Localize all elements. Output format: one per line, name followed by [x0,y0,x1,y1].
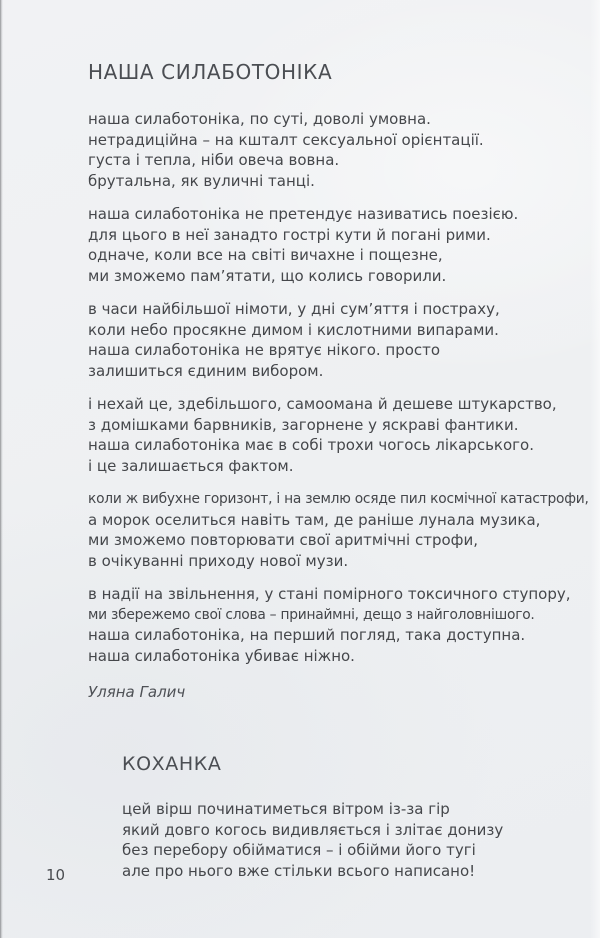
poem-line: а морок оселиться навіть там, де раніше лунала музика, [88,510,541,529]
poem-line: наша силаботоніка, по суті, доволі умовна. [88,110,431,128]
poem-line: ми зможемо пам’ятати, що колись говорили. [88,266,447,285]
stanza-6 [88,584,600,666]
page-number: 10 [46,866,66,884]
scan-left-edge-shadow [0,0,3,938]
poem-line: для цього в неї занадто гострі кути й погані рими. [88,225,491,244]
poem-line: одначе, коли все на світі вичахне і пощезне, [88,246,443,264]
poem-line: наша силаботоніка, на перший погляд, така доступна. [88,626,526,644]
poem-line: коли ж вибухне горизонт, і на землю осяде пил космічної катастрофи, [88,491,589,507]
poem-line: в часи найбільшої німоти, у дні сум’яття і постраху, [88,300,500,318]
poem-line: наша силаботоніка не врятує нікого. просто [88,341,441,359]
poem-line: наша силаботоніка має в собі трохи чогось лікарського. [88,436,534,454]
poem-line: цей вірш починатиметься вітром із-за гір [122,800,450,818]
poem-line: густа і тепла, ніби овеча вовна. [88,151,340,169]
poem-line: коли небо просякне димом і кислотними випарами. [88,320,499,339]
stanza-4 [88,394,600,476]
poem-title: НАША СИЛАБОТОНІКА [88,60,333,84]
poem-line: з домішками барвників, загорнене у яскраві фантики. [88,415,519,434]
stanza-2 [88,204,600,286]
poem-line: і це залишається фактом. [88,456,294,475]
poem-kokhanka [122,753,600,881]
poem-author: Уляна Галич [88,683,186,701]
poem-line: без перебору обійматися – і обійми його тугі [122,841,476,859]
stanza-3 [88,299,600,381]
poem-line: і нехай це, здебільшого, самоомана й дешеве штукарство, [88,395,557,413]
poem-line: але про нього вже стільки всього написано! [122,861,476,880]
stanza-1 [88,109,600,191]
poem-line: який довго когось видивляється і злітає донизу [122,820,504,839]
poem-line: наша силаботоніка убиває ніжно. [88,646,355,665]
poem-line: залишиться єдиним вибором. [88,361,324,380]
poem-line: брутальна, як вуличні танці. [88,171,315,190]
poem-line: нетрадиційна – на кшталт сексуальної орієнтації. [88,130,484,149]
stanza-1 [122,799,600,881]
poem-line: ми збережемо свої слова – принаймні, дещо з найголовнішого. [88,606,535,623]
poem-line: наша силаботоніка не претендує називатись поезією. [88,205,519,223]
stanza-5 [88,489,600,571]
poem-line: в надії на звільнення, у стані помірного токсичного ступору, [88,585,571,603]
poem-line: в очікуванні приходу нової музи. [88,551,349,570]
poem-line: ми зможемо повторювати свої аритмічні строфи, [88,531,478,549]
poem-title: КОХАНКА [122,753,222,775]
page-content [88,60,600,894]
poem-nasha-sylabotonika [88,60,600,701]
